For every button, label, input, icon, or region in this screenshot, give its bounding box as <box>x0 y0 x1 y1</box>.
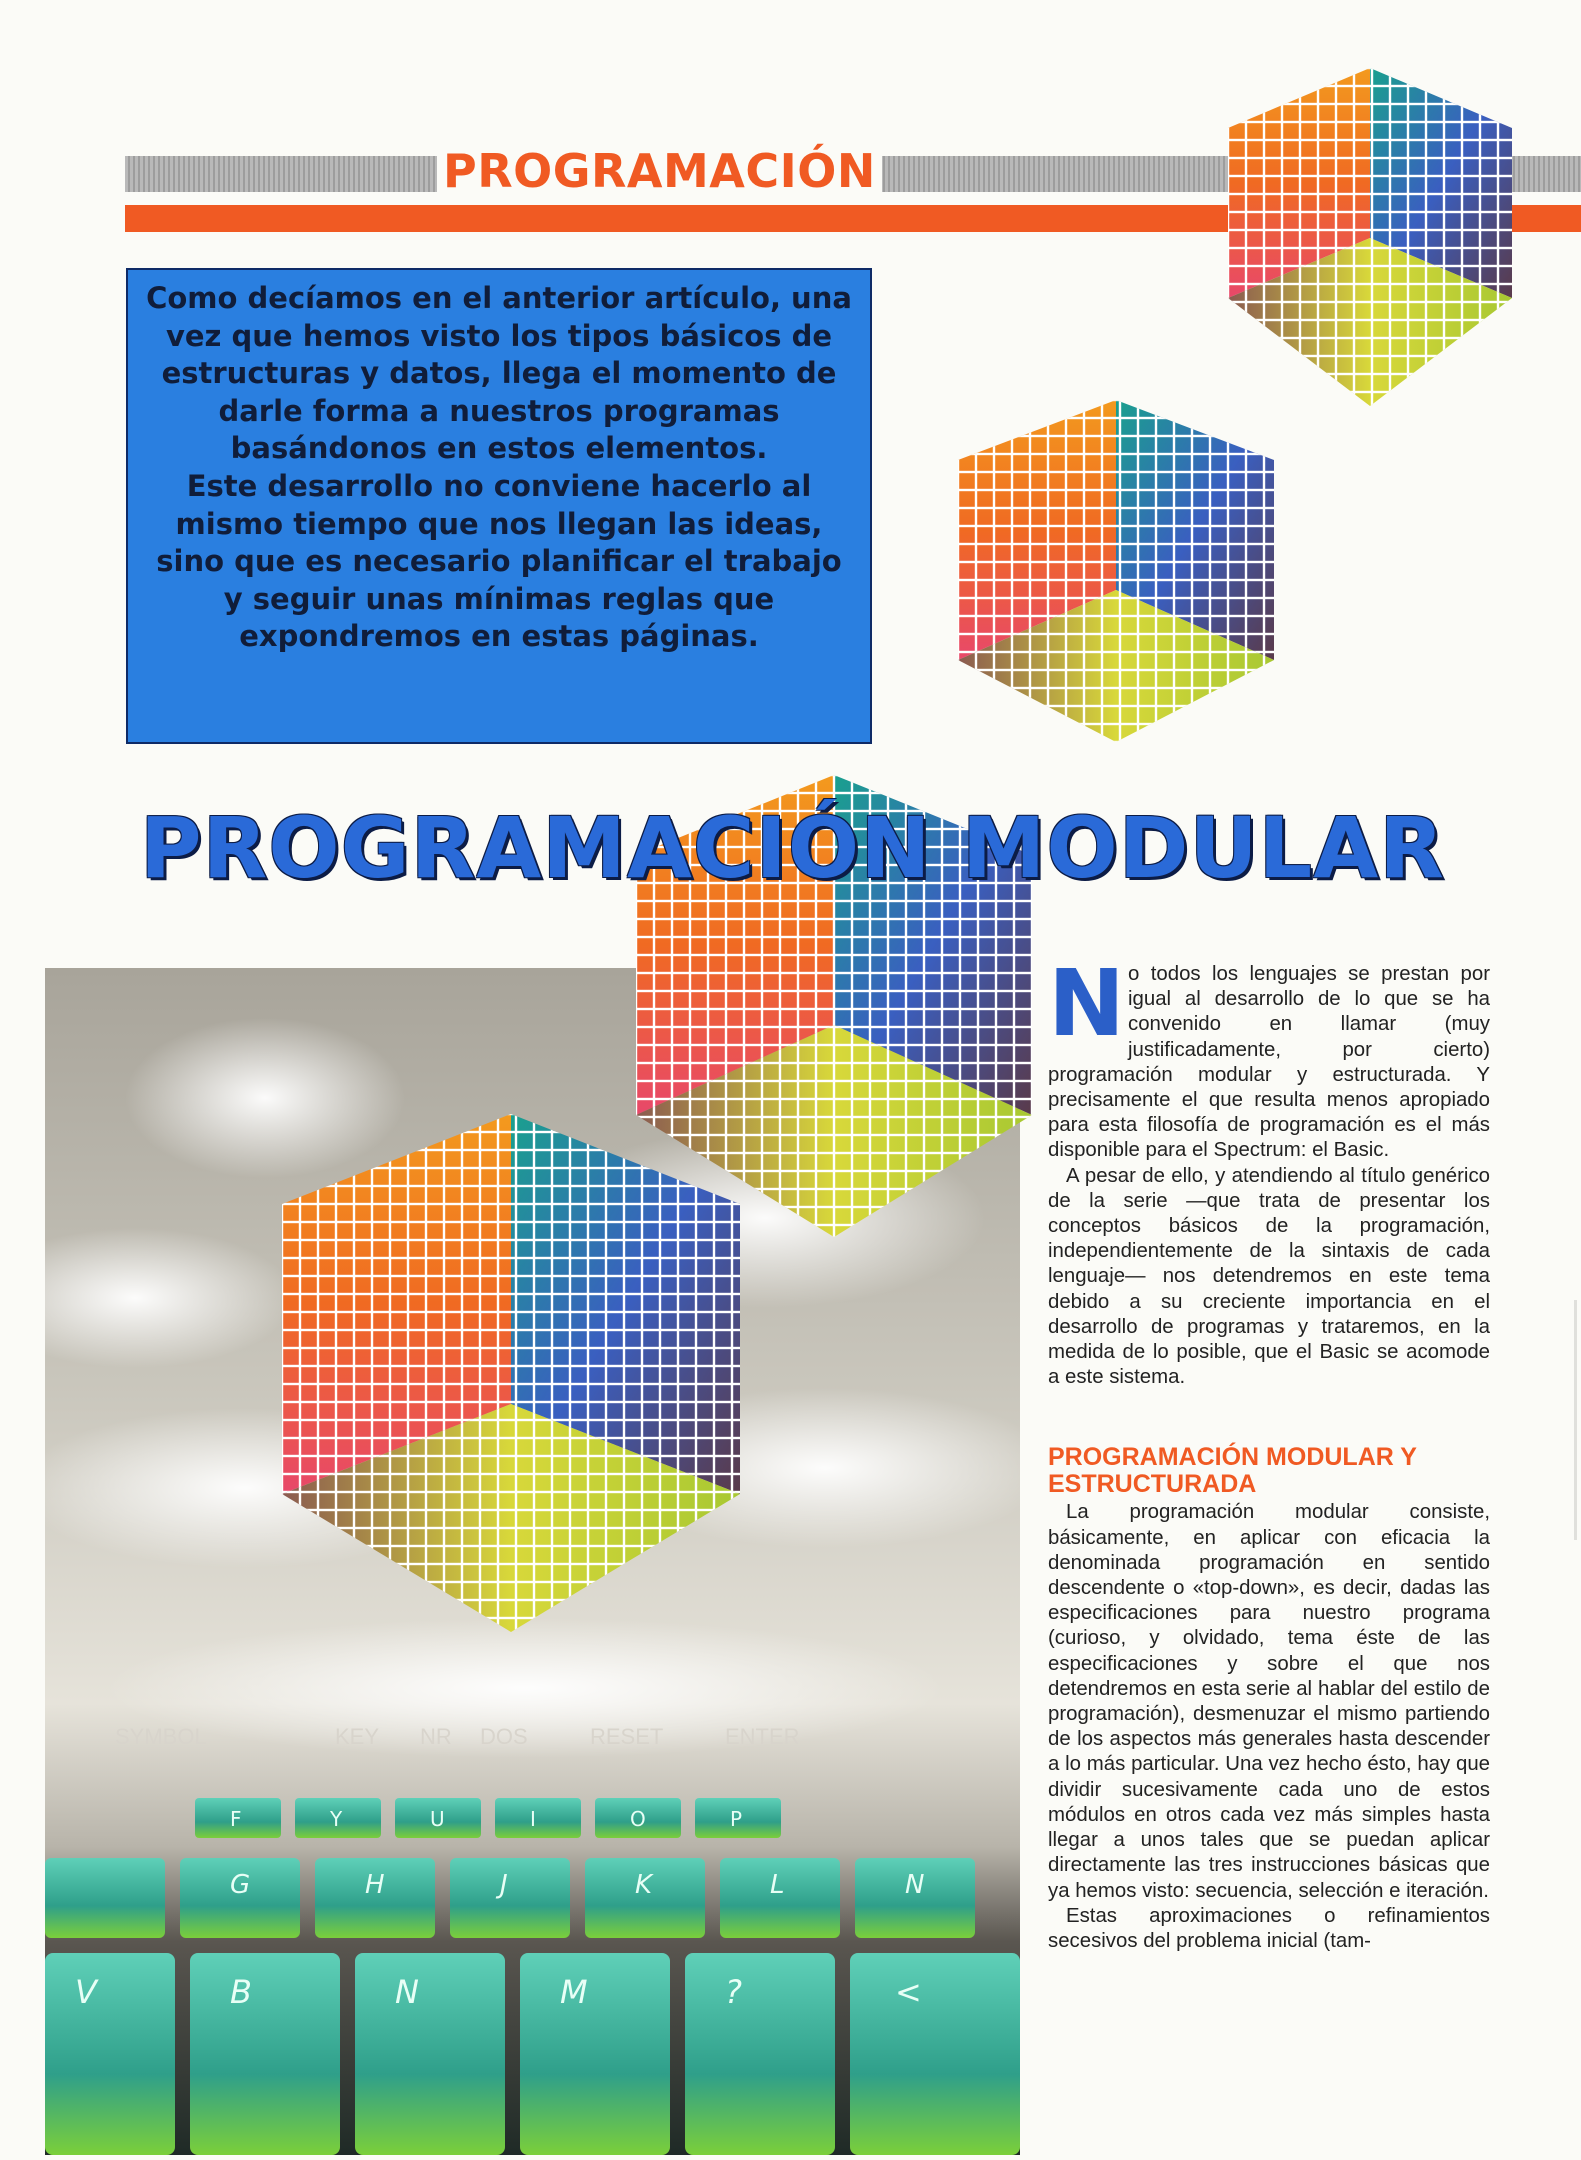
article-paragraph-4: Estas aproximaciones o refinamientos secesivos del problema inicial (tam- <box>1048 1904 1490 1952</box>
key-row1-2: U <box>430 1807 445 1831</box>
key-row1-5: P <box>730 1807 743 1831</box>
key-row3-5: < <box>895 1973 922 2011</box>
article-paragraph-3: La programación modular consiste, básicamente, en aplicar con eficacia la denominada programación en sentido descendente o «top-down», es decir, dadas las especificaciones para nuestro programa (curioso, y olvidado, tema éste de las especificaciones y sobre el que nos detendremos en esta serie al hablar del estilo de programación), desmenuzar el mismo partiendo de los aspectos más generales hasta descender a lo más particular. Una vez hecho ésto, hay que dividir sucesivamente cada uno de estos módulos en otros cada vez más simples hasta llegar a unos tales que se puedan aplicar directamente las tres instrucciones básicas que ya hemos visto: secuencia, selección e iteración. <box>1048 1501 1490 1902</box>
intro-paragraph-2: Este desarrollo no conviene hacerlo al mismo tiempo que nos llegan las ideas, sino que es necesario planificar el trabajo y seguir unas mínimas reglas que expondremos en estas páginas. <box>156 468 842 654</box>
article-paragraph-2: A pesar de ello, y atendiendo al título genérico de la serie —que trata de presentar los conceptos básicos de la programación, independientemente de la sintaxis de cada lenguaje— nos detendremos en este tema debido a su creciente importancia en el desarrollo de programas y trataremos, en la medida de lo posible, que el Basic se acomode a este sistema. <box>1048 1164 1490 1389</box>
key-label-reset: RESET <box>590 1724 664 1749</box>
key-row2-2: J <box>500 1870 508 1900</box>
key-label-dos: DOS <box>480 1724 528 1749</box>
key-row2-3: K <box>635 1870 653 1900</box>
key-row3-1: B <box>230 1973 252 2011</box>
key-row3-3: M <box>560 1973 588 2011</box>
key-row2-4: L <box>770 1870 785 1900</box>
main-title: PROGRAMACIÓN MODULAR <box>140 799 1445 897</box>
article-body <box>1048 950 1490 1954</box>
cube-middle <box>958 400 1274 742</box>
page-edge-mark <box>1574 1300 1577 1540</box>
key-row2-5: N <box>905 1870 925 1900</box>
key-row1-1: Y <box>330 1807 343 1831</box>
article-paragraph-1-text: o todos los lenguajes se prestan por igual al desarrollo de lo que se ha convenido en llamar (muy justificadamente, por cierto) programación modular y estructurada. Y precisamente el que resulta menos apropiado para esta filosofía de programación es el más disponible para el Spectrum: el Basic. <box>1048 963 1490 1162</box>
key-row2-1: H <box>365 1870 385 1900</box>
key-row3-2: N <box>395 1973 419 2011</box>
keyboard-row-2 <box>45 1858 975 1938</box>
key-row1-0: F <box>230 1807 242 1831</box>
intro-text <box>146 280 852 656</box>
article-subheading: PROGRAMACIÓN MODULAR Y ESTRUCTURADA <box>1048 1443 1417 1499</box>
key-label-key: KEY <box>335 1724 380 1749</box>
key-label-enter: ENTER <box>725 1724 800 1749</box>
keyboard-row-3 <box>45 1953 1020 2155</box>
article-paragraph-1 <box>1048 950 1490 1164</box>
key-row1-4: O <box>630 1807 646 1831</box>
key-row3-0: V <box>75 1973 97 2011</box>
key-label-symbol: SYMBOL <box>115 1724 207 1749</box>
intro-box <box>126 268 872 744</box>
cube-top-right <box>1228 68 1512 406</box>
key-label-nr: NR <box>420 1724 452 1749</box>
intro-paragraph-1: Como decíamos en el anterior artículo, una vez que hemos visto los tipos básicos de estructuras y datos, llega el momento de darle forma a nuestros programas basándonos en estos elementos. <box>146 281 852 466</box>
cube-large-front <box>282 1114 740 1632</box>
key-row3-4: ? <box>725 1973 742 2011</box>
section-title: PROGRAMACIÓN <box>437 142 882 200</box>
key-row2-0: G <box>230 1870 251 1900</box>
key-row1-3: I <box>530 1807 536 1831</box>
drop-cap: N <box>1048 950 1125 1057</box>
